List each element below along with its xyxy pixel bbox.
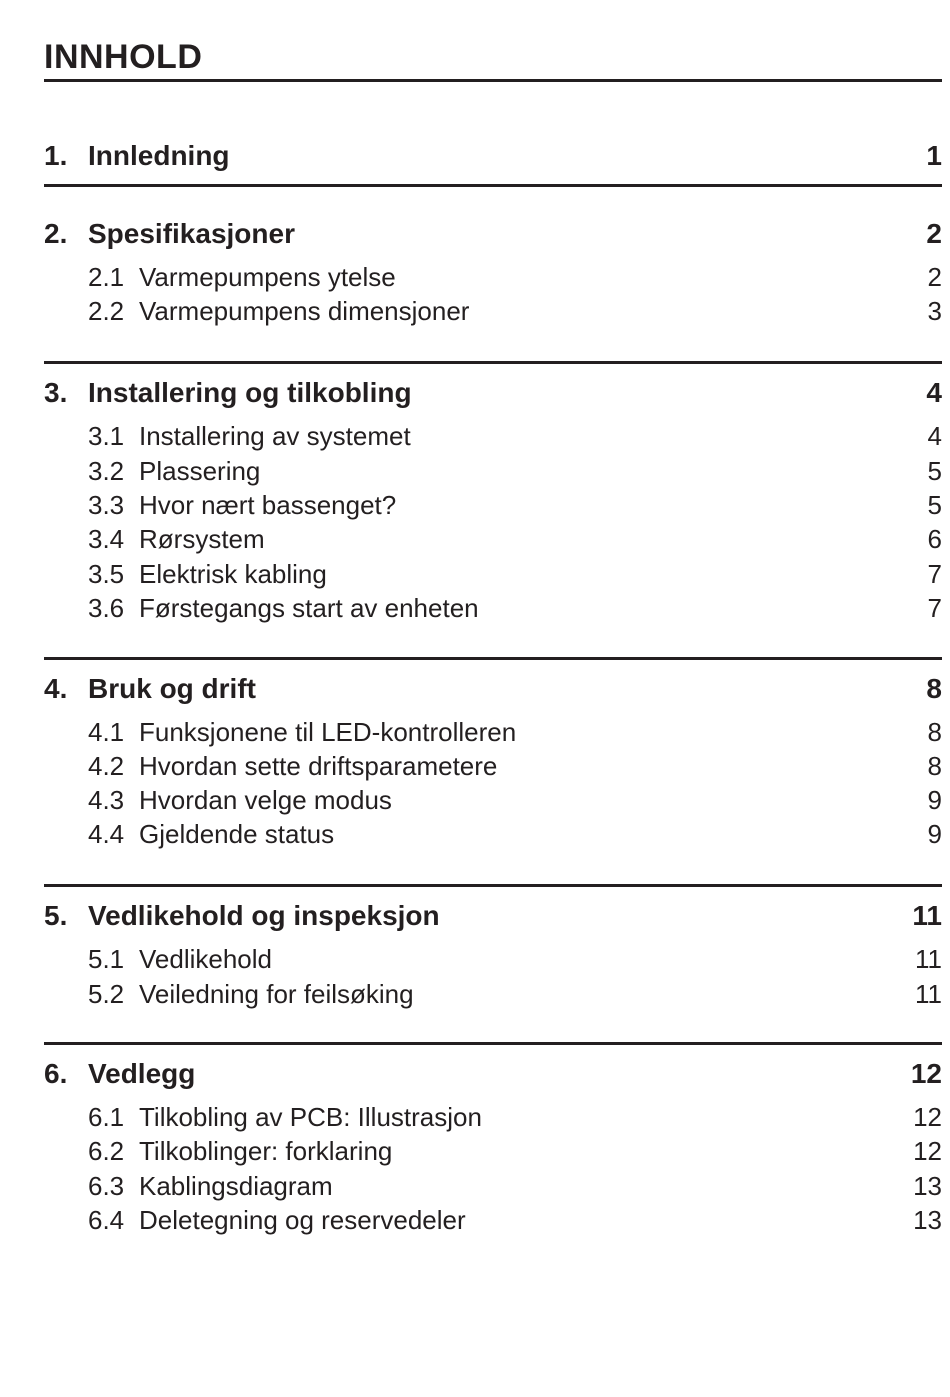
toc-entry-label: Varmepumpens ytelse <box>139 262 396 292</box>
toc-entry-number: 2. <box>44 218 68 249</box>
toc-entry-page: 12 <box>913 1136 942 1166</box>
section-divider <box>44 884 942 887</box>
toc-entry-page: 6 <box>927 524 942 554</box>
toc-entry-6-2[interactable] <box>44 1136 942 1170</box>
toc-entry-page: 1 <box>926 140 942 171</box>
toc-entry-page: 11 <box>915 979 942 1009</box>
toc-entry-label: Innledning <box>88 140 230 171</box>
toc-entry-label: Hvor nært bassenget? <box>139 490 397 520</box>
toc-entry-number: 2.2 <box>88 296 125 326</box>
toc-entry-label: Vedlikehold og inspeksjon <box>88 900 440 931</box>
toc-entry-page: 3 <box>927 296 942 326</box>
section-divider <box>44 361 942 364</box>
toc-entry-6-4[interactable] <box>44 1205 942 1239</box>
toc-entry-3-5[interactable] <box>44 559 942 593</box>
toc-entry-4-1[interactable] <box>44 717 942 751</box>
toc-entry-4-4[interactable] <box>44 819 942 853</box>
toc-entry-number: 6.1 <box>88 1102 125 1132</box>
toc-entry-3-6[interactable] <box>44 593 942 627</box>
toc-entry-label: Varmepumpens dimensjoner <box>139 296 470 326</box>
toc-entry-label: Hvordan velge modus <box>139 785 392 815</box>
toc-entry-page: 13 <box>913 1171 942 1201</box>
toc-entry-number: 4.1 <box>88 717 125 747</box>
toc-entry-page: 8 <box>927 717 942 747</box>
title-divider <box>44 79 942 82</box>
toc-entry-number: 3. <box>44 377 68 408</box>
toc-entry-4-3[interactable] <box>44 785 942 819</box>
toc-entry-label: Plassering <box>139 456 261 486</box>
section-divider <box>44 657 942 660</box>
toc-entry-page: 5 <box>927 456 942 486</box>
section-divider <box>44 1042 942 1045</box>
toc-entry-page: 11 <box>915 944 942 974</box>
toc-entry-page: 4 <box>927 421 942 451</box>
toc-entry-page: 12 <box>910 1058 942 1089</box>
toc-entry-page: 9 <box>927 819 942 849</box>
toc-entry-number: 4. <box>44 673 68 704</box>
toc-entry-page: 11 <box>912 900 942 931</box>
toc-entry-3-4[interactable] <box>44 524 942 558</box>
toc-entry-number: 4.4 <box>88 819 125 849</box>
toc-entry-2-2[interactable] <box>44 296 942 330</box>
toc-entry-number: 6.4 <box>88 1205 125 1235</box>
toc-entry-page: 2 <box>926 218 942 249</box>
toc-entry-page: 7 <box>927 559 942 589</box>
toc-entry-1[interactable] <box>44 140 942 174</box>
toc-entry-label: Tilkobling av PCB: Illustrasjon <box>139 1102 482 1132</box>
toc-entry-number: 3.3 <box>88 490 125 520</box>
toc-entry-label: Installering av systemet <box>139 421 411 451</box>
toc-entry-page: 13 <box>913 1205 942 1235</box>
toc-entry-number: 5. <box>44 900 68 931</box>
toc-entry-number: 3.4 <box>88 524 125 554</box>
toc-entry-5[interactable] <box>44 900 942 934</box>
toc-entry-4[interactable] <box>44 673 942 707</box>
toc-entry-label: Tilkoblinger: forklaring <box>139 1136 393 1166</box>
toc-entry-6-3[interactable] <box>44 1171 942 1205</box>
toc-entry-label: Elektrisk kabling <box>139 559 327 589</box>
toc-entry-number: 5.2 <box>88 979 125 1009</box>
toc-entry-label: Førstegangs start av enheten <box>139 593 479 623</box>
toc-entry-number: 5.1 <box>88 944 125 974</box>
toc-entry-3-2[interactable] <box>44 456 942 490</box>
toc-entry-number: 4.3 <box>88 785 125 815</box>
toc-entry-6[interactable] <box>44 1058 942 1092</box>
toc-entry-label: Funksjonene til LED-kontrolleren <box>139 717 517 747</box>
toc-entry-6-1[interactable] <box>44 1102 942 1136</box>
toc-entry-label: Rørsystem <box>139 524 265 554</box>
toc-entry-5-1[interactable] <box>44 944 942 978</box>
toc-entry-label: Installering og tilkobling <box>88 377 412 408</box>
toc-entry-page: 12 <box>913 1102 942 1132</box>
toc-entry-2-1[interactable] <box>44 262 942 296</box>
toc-entry-label: Hvordan sette driftsparametere <box>139 751 498 781</box>
toc-entry-4-2[interactable] <box>44 751 942 785</box>
toc-entry-number: 3.5 <box>88 559 125 589</box>
page-title: INNHOLD <box>44 38 203 76</box>
toc-entry-label: Deletegning og reservedeler <box>139 1205 466 1235</box>
toc-entry-number: 6. <box>44 1058 68 1089</box>
toc-entry-label: Gjeldende status <box>139 819 335 849</box>
toc-entry-page: 2 <box>927 262 942 292</box>
toc-entry-page: 8 <box>927 751 942 781</box>
toc-entry-number: 3.6 <box>88 593 125 623</box>
toc-entry-page: 7 <box>927 593 942 623</box>
toc-entry-label: Spesifikasjoner <box>88 218 295 249</box>
toc-entry-number: 2.1 <box>88 262 125 292</box>
toc-entry-5-2[interactable] <box>44 979 942 1013</box>
toc-entry-number: 3.2 <box>88 456 125 486</box>
toc-entry-label: Veiledning for feilsøking <box>139 979 414 1009</box>
toc-entry-label: Bruk og drift <box>88 673 256 704</box>
toc-entry-number: 6.3 <box>88 1171 125 1201</box>
toc-entry-label: Vedlikehold <box>139 944 272 974</box>
toc-entry-3-3[interactable] <box>44 490 942 524</box>
toc-entry-number: 6.2 <box>88 1136 125 1166</box>
toc-entry-page: 4 <box>926 377 942 408</box>
toc-entry-page: 9 <box>927 785 942 815</box>
toc-entry-label: Vedlegg <box>88 1058 196 1089</box>
toc-entry-label: Kablingsdiagram <box>139 1171 333 1201</box>
toc-entry-number: 4.2 <box>88 751 125 781</box>
toc-entry-page: 5 <box>927 490 942 520</box>
toc-entry-number: 1. <box>44 140 68 171</box>
toc-entry-number: 3.1 <box>88 421 125 451</box>
toc-entry-3-1[interactable] <box>44 421 942 455</box>
toc-entry-page: 8 <box>926 673 942 704</box>
toc-entry-2[interactable] <box>44 218 942 252</box>
toc-entry-3[interactable] <box>44 377 942 411</box>
section-divider <box>44 184 942 187</box>
